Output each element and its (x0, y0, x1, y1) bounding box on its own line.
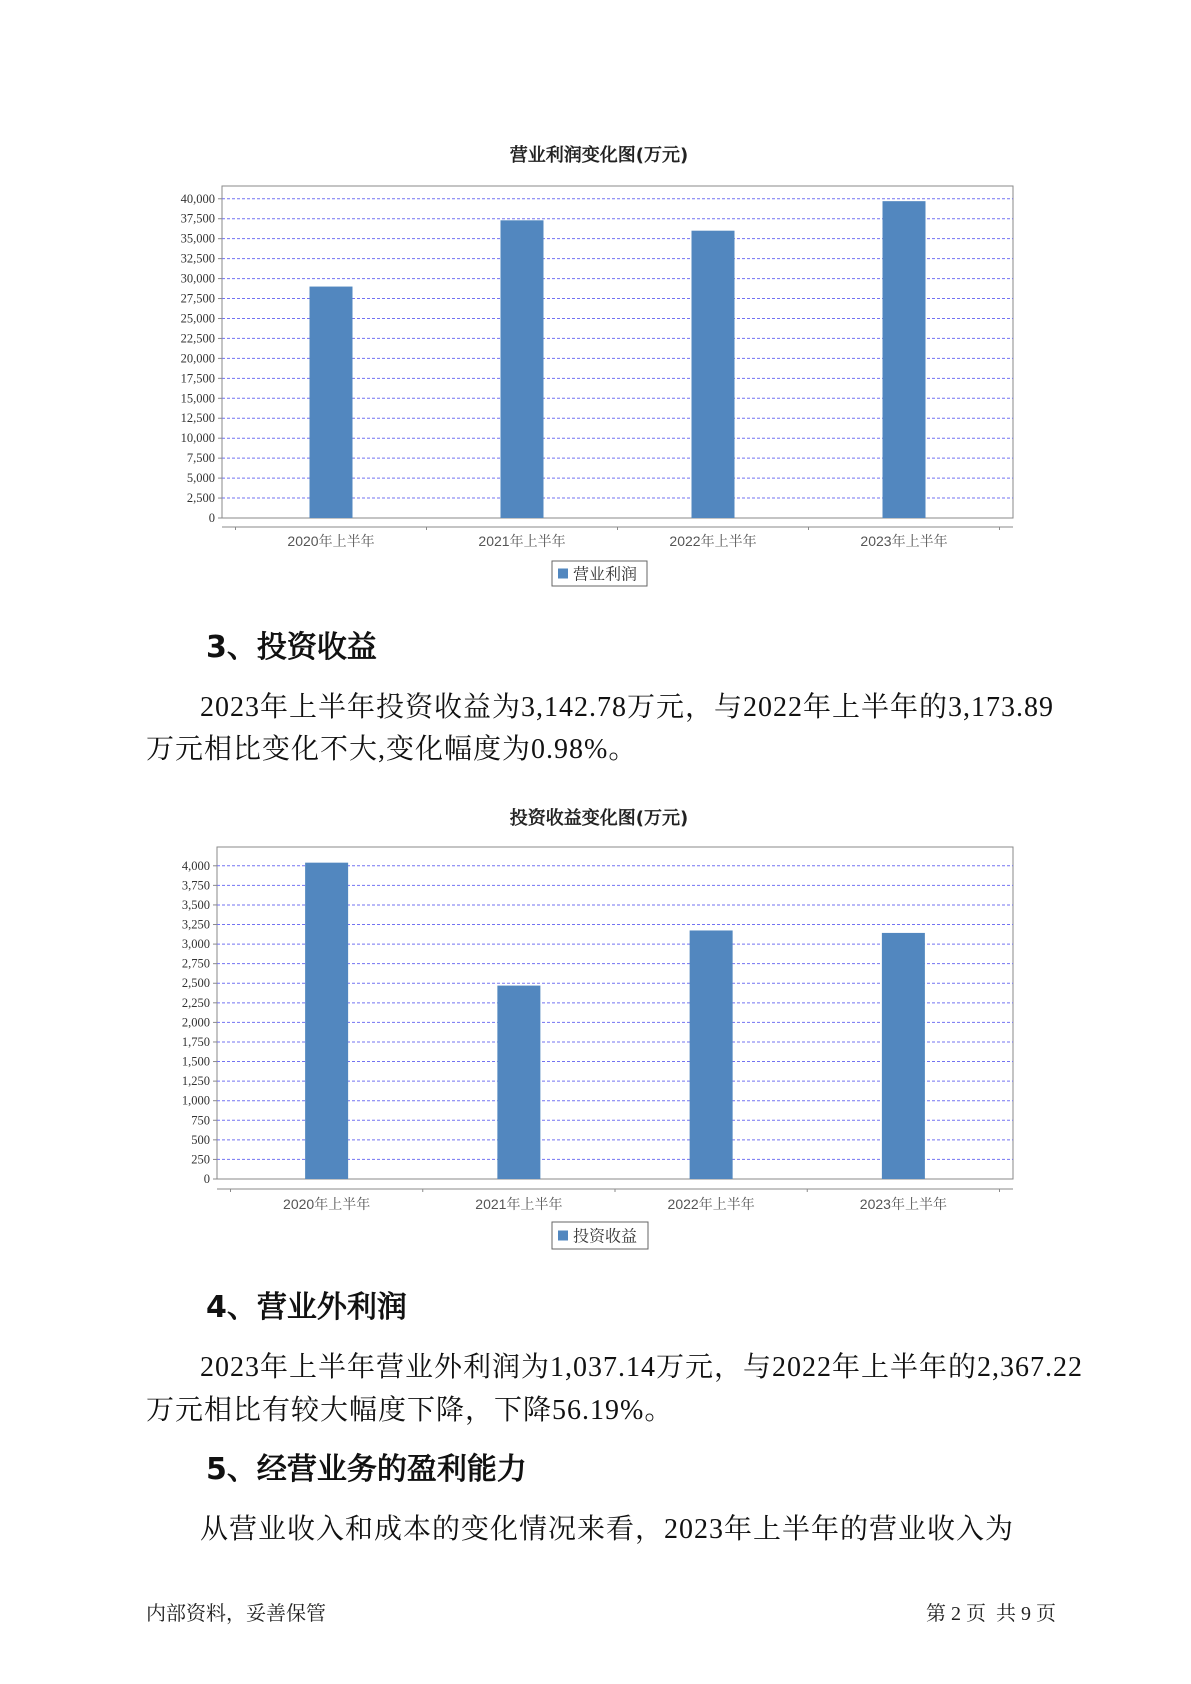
y-tick-label: 3,250 (181, 917, 210, 932)
x-tick-label: 2023年上半年 (859, 1196, 947, 1212)
y-tick-label: 25,000 (180, 311, 215, 326)
legend-swatch (558, 569, 568, 579)
y-tick-label: 3,000 (181, 937, 210, 952)
y-tick-label: 5,000 (186, 471, 215, 486)
x-tick-label: 2021年上半年 (475, 1196, 563, 1212)
paragraph-line: 2023年上半年营业外利润为1,037.14万元，与2022年上半年的2,367.22 (200, 1352, 1084, 1383)
paragraph-line: 万元相比有较大幅度下降，下降56.19%。 (146, 1395, 674, 1426)
x-tick-label: 2023年上半年 (860, 533, 948, 549)
bar-1 (305, 863, 348, 1179)
y-tick-label: 2,750 (181, 956, 210, 971)
x-tick-label: 2022年上半年 (667, 1196, 755, 1212)
y-tick-label: 0 (203, 1172, 210, 1186)
bar-4 (882, 933, 925, 1179)
y-tick-label: 22,500 (180, 331, 215, 346)
y-tick-label: 750 (191, 1113, 210, 1128)
y-tick-label: 1,250 (181, 1074, 210, 1089)
legend-label: 营业利润 (573, 564, 638, 584)
x-tick-label: 2022年上半年 (669, 533, 757, 549)
x-tick-label: 2021年上半年 (478, 533, 566, 549)
x-tick-label: 2020年上半年 (283, 1196, 371, 1212)
y-tick-label: 17,500 (180, 371, 215, 386)
section-heading-non-operating-profit: 4、营业外利润 (206, 1290, 407, 1325)
footer-confidential-note: 内部资料，妥善保管 (146, 1603, 326, 1625)
y-tick-label: 2,250 (181, 995, 210, 1010)
paragraph-line: 2023年上半年投资收益为3,142.78万元，与2022年上半年的3,173.89 (200, 692, 1055, 723)
y-tick-label: 20,000 (180, 351, 215, 366)
bar-4 (883, 201, 926, 518)
y-tick-label: 30,000 (180, 271, 215, 286)
paragraph-line: 从营业收入和成本的变化情况来看，2023年上半年的营业收入为 (200, 1514, 1015, 1545)
y-tick-label: 15,000 (180, 391, 215, 406)
section-heading-profitability: 5、经营业务的盈利能力 (206, 1452, 527, 1487)
y-tick-label: 2,500 (181, 976, 210, 991)
section-heading-investment-income: 3、投资收益 (206, 630, 377, 665)
x-tick-label: 2020年上半年 (287, 533, 375, 549)
y-tick-label: 4,000 (181, 858, 210, 873)
y-tick-label: 27,500 (180, 291, 215, 306)
y-tick-label: 7,500 (186, 451, 215, 466)
y-tick-label: 3,500 (181, 897, 210, 912)
legend-label: 投资收益 (573, 1226, 638, 1246)
paragraph-line: 万元相比变化不大,变化幅度为0.98%。 (146, 734, 638, 765)
y-tick-label: 1,500 (181, 1054, 210, 1069)
y-tick-label: 12,500 (180, 411, 215, 426)
chart-title: 投资收益变化图(万元) (509, 808, 689, 829)
bar-3 (690, 930, 733, 1179)
y-tick-label: 250 (191, 1152, 210, 1167)
investment-income-chart (0, 790, 1191, 1270)
y-tick-label: 40,000 (180, 191, 215, 206)
y-tick-label: 10,000 (180, 431, 215, 446)
y-tick-label: 1,750 (181, 1034, 210, 1049)
y-tick-label: 0 (208, 511, 215, 525)
chart-title: 营业利润变化图(万元) (509, 145, 689, 166)
operating-profit-chart (0, 130, 1191, 600)
y-tick-label: 3,750 (181, 878, 210, 893)
footer-page-number: 第 2 页 共 9 页 (926, 1603, 1056, 1625)
y-tick-label: 32,500 (180, 251, 215, 266)
bar-2 (501, 220, 544, 518)
bar-2 (497, 986, 540, 1179)
y-tick-label: 1,000 (181, 1093, 210, 1108)
bar-1 (310, 287, 353, 518)
bar-3 (692, 231, 735, 518)
y-tick-label: 500 (191, 1132, 210, 1147)
y-tick-label: 37,500 (180, 211, 215, 226)
y-tick-label: 2,500 (186, 491, 215, 506)
y-tick-label: 2,000 (181, 1015, 210, 1030)
legend-swatch (558, 1231, 568, 1241)
y-tick-label: 35,000 (180, 231, 215, 246)
